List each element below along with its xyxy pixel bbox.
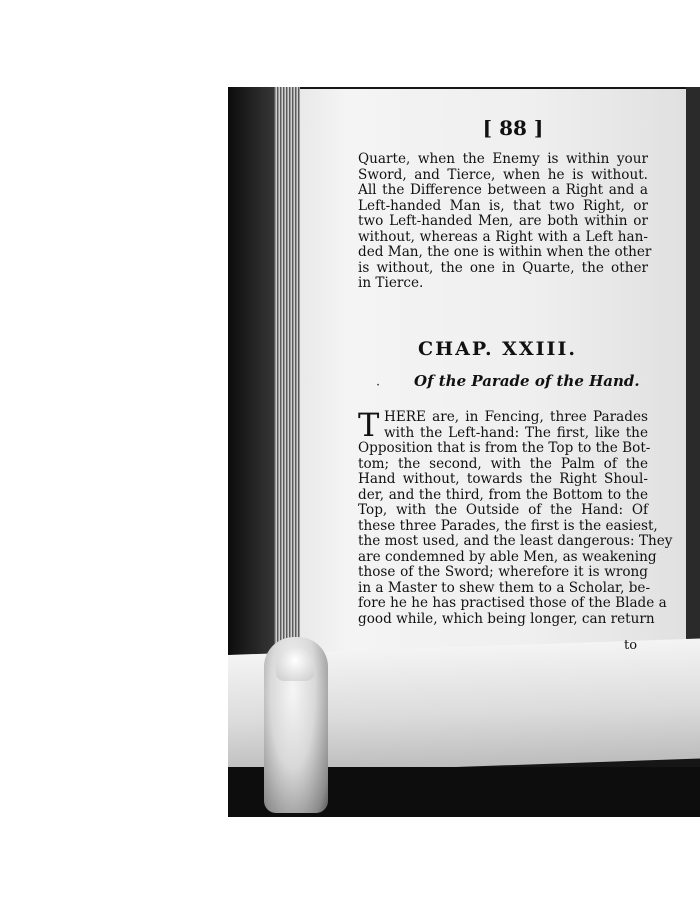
text-line: Quarte, when the Enemy is within your xyxy=(358,151,648,167)
text-line: are condemned by able Men, as weakening xyxy=(358,548,657,565)
paragraph-top xyxy=(358,151,652,292)
text-line: Opposition that is from the Top to the Bot- xyxy=(358,440,651,456)
text-line: the most used, and the least dangerous: They xyxy=(358,533,673,549)
text-line: is without, the one in Quarte, the other xyxy=(358,259,648,276)
page-edges xyxy=(274,87,300,677)
text-line: HERE are, in Fencing, three Parades xyxy=(384,409,648,425)
text-line: in a Master to shew them to a Scholar, be- xyxy=(358,579,651,596)
chapter-heading: CHAP. XXIII. xyxy=(418,338,577,360)
text-line: Top, with the Outside of the Hand: Of xyxy=(358,502,648,518)
text-line: those of the Sword; wherefore it is wrong xyxy=(358,564,648,580)
paragraph-body xyxy=(358,406,673,627)
text-line: All the Difference between a Right and a xyxy=(358,182,648,198)
margin-mark: · xyxy=(376,378,381,393)
thumbnail xyxy=(276,647,314,681)
text-line: two Left-handed Men, are both within or xyxy=(358,213,648,229)
catchword: to xyxy=(624,638,638,653)
chapter-subtitle: Of the Parade of the Hand. xyxy=(414,372,640,390)
next-page-edge xyxy=(686,87,700,677)
text-line: these three Parades, the first is the easiest, xyxy=(358,517,658,534)
text-line: der, and the third, from the Bottom to the xyxy=(358,486,648,503)
text-line: tom; the second, with the Palm of the xyxy=(358,455,648,472)
text-line: with the Left-hand: The first, like the xyxy=(384,424,648,441)
text-line: ded Man, the one is within when the other xyxy=(358,244,652,260)
page-number: [ 88 ] xyxy=(482,116,544,140)
text-line: good while, which being longer, can return xyxy=(358,610,655,627)
text-line: fore he he has practised those of the Blade a xyxy=(358,595,667,611)
text-line: in Tierce. xyxy=(358,275,424,291)
drop-cap: T xyxy=(358,406,380,444)
text-line: Sword, and Tierce, when he is without. xyxy=(358,166,648,183)
text-line: without, whereas a Right with a Left han- xyxy=(358,228,648,245)
text-line: Left-handed Man is, that two Right, or xyxy=(358,197,648,214)
text-line: Hand without, towards the Right Shoul- xyxy=(358,471,648,487)
left-page-shadow xyxy=(228,87,278,677)
